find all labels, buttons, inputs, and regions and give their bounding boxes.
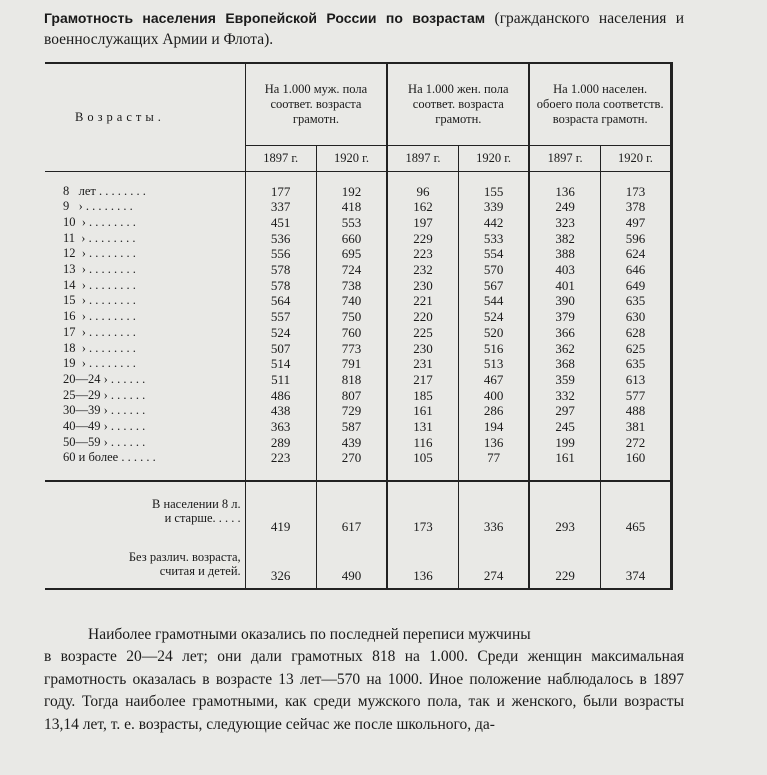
table-cell: 536 [270, 230, 291, 246]
table-cell: 486 [270, 387, 291, 403]
table-cell: 363 [270, 419, 291, 435]
table-cell: 194 [483, 419, 504, 435]
summary-cell: 490 [316, 539, 387, 589]
data-column [387, 171, 458, 481]
table-cell: 596 [625, 230, 646, 246]
age-label: 16 › . . . . . . . . [63, 309, 136, 324]
table-cell: 553 [341, 214, 362, 230]
table-cell: 442 [483, 214, 504, 230]
age-label: 20—24 › . . . . . . [63, 371, 146, 386]
summary-cell: 465 [600, 481, 671, 539]
age-label: 25—29 › . . . . . . [63, 387, 146, 402]
paragraph-first-line: Наиболее грамотными оказались по последней переписи мужчины [88, 626, 531, 643]
table-cell: 587 [341, 419, 362, 435]
table-cell: 177 [270, 183, 291, 199]
table-cell: 635 [625, 356, 646, 372]
table-cell: 646 [625, 262, 646, 278]
table-cell: 77 [487, 450, 501, 466]
table-cell: 185 [413, 387, 433, 403]
table-cell: 231 [413, 356, 433, 372]
table-cell: 400 [483, 387, 504, 403]
table-cell: 401 [555, 277, 575, 293]
summary-label-line: считая и детей. [159, 563, 241, 578]
age-label: 9 › . . . . . . . . [63, 199, 133, 214]
summary-row [45, 539, 672, 589]
age-label: 14 › . . . . . . . . [63, 277, 136, 292]
table-cell: 418 [341, 199, 362, 215]
data-column [458, 171, 529, 481]
table-cell: 249 [555, 199, 575, 215]
summary-cell: 136 [387, 539, 458, 589]
table-cell: 105 [413, 450, 433, 466]
table-cell: 199 [555, 434, 575, 450]
age-label: 19 › . . . . . . . . [63, 356, 136, 371]
table-cell: 232 [413, 262, 433, 278]
table-cell: 160 [625, 450, 646, 466]
table-cell: 359 [555, 371, 575, 387]
table-cell: 155 [483, 183, 504, 199]
age-label: 50—59 › . . . . . . [63, 434, 146, 449]
year-header: 1920 г. [458, 145, 529, 171]
table-cell: 724 [341, 262, 362, 278]
table-cell: 507 [270, 340, 291, 356]
age-label: 40—49 › . . . . . . [63, 419, 146, 434]
summary-label [45, 481, 245, 539]
table-cell: 514 [270, 356, 291, 372]
table-cell: 388 [555, 246, 575, 262]
table-cell: 649 [625, 277, 646, 293]
table-cell: 564 [270, 293, 291, 309]
table-cell: 750 [341, 309, 362, 325]
summary-cell: 293 [529, 481, 600, 539]
summary-label [45, 539, 245, 589]
age-label: 30—39 › . . . . . . [63, 403, 146, 418]
table-cell: 379 [555, 309, 575, 325]
table-cell: 613 [625, 371, 646, 387]
table-cell: 339 [483, 199, 504, 215]
table-cell: 625 [625, 340, 646, 356]
table-cell: 439 [341, 434, 362, 450]
age-label: 11 › . . . . . . . . [63, 230, 136, 245]
table-title [44, 8, 684, 50]
table-cell: 533 [483, 230, 504, 246]
table-cell: 390 [555, 293, 575, 309]
summary-cell: 617 [316, 481, 387, 539]
table-cell: 695 [341, 246, 362, 262]
table-cell: 578 [270, 277, 291, 293]
year-header: 1897 г. [387, 145, 458, 171]
data-column [600, 171, 671, 481]
table-cell: 131 [413, 419, 433, 435]
table-cell: 368 [555, 356, 575, 372]
summary-cell: 229 [529, 539, 600, 589]
table-cell: 628 [625, 324, 646, 340]
summary-cell: 326 [245, 539, 316, 589]
table-cell: 556 [270, 246, 291, 262]
table-cell: 660 [341, 230, 362, 246]
table-cell: 513 [483, 356, 504, 372]
paragraph-body: в возрасте 20—24 лет; они дали грамотных 818 на 1.000. Среди женщин максимальная грамотность оказалась в возрасте 13 лет—570 на 1000. Иное положение наблюдалось в 1897 году. Тогда наиболее грамотными, как среди мужского пола, так и женского, были возрасты 13,14 лет, т. е. возрасты, следующие сейчас же после школьного, да- [44, 648, 684, 733]
table-cell: 230 [413, 277, 433, 293]
group-header-both: На 1.000 населен. обоего пола соответств. возраста грамотн. [529, 63, 671, 145]
summary-label-line: и старше. . . . . [164, 510, 241, 525]
data-column [245, 171, 316, 481]
table-cell: 467 [483, 371, 504, 387]
table-cell: 286 [483, 403, 504, 419]
table-cell: 289 [270, 434, 291, 450]
table-cell: 381 [625, 419, 646, 435]
summary-label-line: В населении 8 л. [151, 496, 241, 511]
table-cell: 738 [341, 277, 362, 293]
table-cell: 136 [483, 434, 504, 450]
table-cell: 162 [413, 199, 433, 215]
table-cell: 630 [625, 309, 646, 325]
summary-cell: 336 [458, 481, 529, 539]
title-rest: (гражданского населения и военнослужащих Армии и Флота). [44, 10, 685, 48]
table-cell: 740 [341, 293, 362, 309]
table-cell: 192 [341, 183, 362, 199]
table-cell: 578 [270, 262, 291, 278]
table-cell: 297 [555, 403, 575, 419]
summary-cell: 374 [600, 539, 671, 589]
table-cell: 223 [270, 450, 291, 466]
table-cell: 366 [555, 324, 575, 340]
summary-cell: 419 [245, 481, 316, 539]
table-cell: 220 [413, 309, 433, 325]
table-cell: 245 [555, 419, 575, 435]
table-cell: 488 [625, 403, 646, 419]
table-cell: 554 [483, 246, 504, 262]
table-cell: 729 [341, 403, 362, 419]
table-cell: 567 [483, 277, 504, 293]
table-cell: 818 [341, 371, 362, 387]
age-labels [45, 171, 245, 481]
table-cell: 272 [625, 434, 646, 450]
table-cell: 403 [555, 262, 575, 278]
literacy-table [45, 62, 673, 590]
table-cell: 382 [555, 230, 575, 246]
age-label: 60 и более . . . . . . [63, 450, 156, 465]
table-cell: 270 [341, 450, 362, 466]
table-cell: 96 [416, 183, 430, 199]
age-label: 15 › . . . . . . . . [63, 293, 136, 308]
table-cell: 807 [341, 387, 362, 403]
age-header: Возрасты. [45, 63, 245, 171]
table-cell: 524 [270, 324, 291, 340]
year-header: 1897 г. [529, 145, 600, 171]
table-cell: 173 [625, 183, 646, 199]
table-cell: 161 [555, 450, 575, 466]
table-cell: 438 [270, 403, 291, 419]
age-label: 13 › . . . . . . . . [63, 262, 136, 277]
table-cell: 544 [483, 293, 504, 309]
age-label: 17 › . . . . . . . . [63, 324, 136, 339]
table-cell: 378 [625, 199, 646, 215]
table-cell: 225 [413, 324, 433, 340]
table-cell: 161 [413, 403, 433, 419]
table-cell: 362 [555, 340, 575, 356]
year-header: 1920 г. [316, 145, 387, 171]
table-cell: 524 [483, 309, 504, 325]
table-cell: 760 [341, 324, 362, 340]
table-cell: 791 [341, 356, 362, 372]
year-header: 1897 г. [245, 145, 316, 171]
table-cell: 323 [555, 214, 575, 230]
table-cell: 451 [270, 214, 291, 230]
data-column [316, 171, 387, 481]
summary-row [45, 481, 672, 539]
group-header-male: На 1.000 муж. пола соответ. возраста грамотн. [245, 63, 387, 145]
table-cell: 223 [413, 246, 433, 262]
table-cell: 217 [413, 371, 433, 387]
table-cell: 337 [270, 199, 291, 215]
table-cell: 570 [483, 262, 504, 278]
table-cell: 635 [625, 293, 646, 309]
data-column [529, 171, 600, 481]
table-cell: 197 [413, 214, 433, 230]
table-cell: 136 [555, 183, 575, 199]
age-label: 18 › . . . . . . . . [63, 340, 136, 355]
table-cell: 332 [555, 387, 575, 403]
summary-cell: 173 [387, 481, 458, 539]
table-cell: 624 [625, 246, 646, 262]
table-cell: 557 [270, 309, 291, 325]
age-label: 10 › . . . . . . . . [63, 214, 136, 229]
title-bold: Грамотность населения Европейской России по возрастам [44, 10, 486, 26]
year-header: 1920 г. [600, 145, 671, 171]
table-cell: 229 [413, 230, 433, 246]
age-label: 12 › . . . . . . . . [63, 246, 136, 261]
table-cell: 116 [413, 434, 433, 450]
summary-label-line: Без различ. возраста, [128, 549, 241, 564]
summary-cell: 274 [458, 539, 529, 589]
table-cell: 230 [413, 340, 433, 356]
table-cell: 511 [271, 371, 291, 387]
group-header-female: На 1.000 жен. пола соответ. возраста грамотн. [387, 63, 529, 145]
table-cell: 577 [625, 387, 646, 403]
table-cell: 516 [483, 340, 504, 356]
table-cell: 773 [341, 340, 362, 356]
table-cell: 497 [625, 214, 646, 230]
table-cell: 221 [413, 293, 433, 309]
age-label: 8 лет . . . . . . . . [63, 183, 146, 198]
table-cell: 520 [483, 324, 504, 340]
